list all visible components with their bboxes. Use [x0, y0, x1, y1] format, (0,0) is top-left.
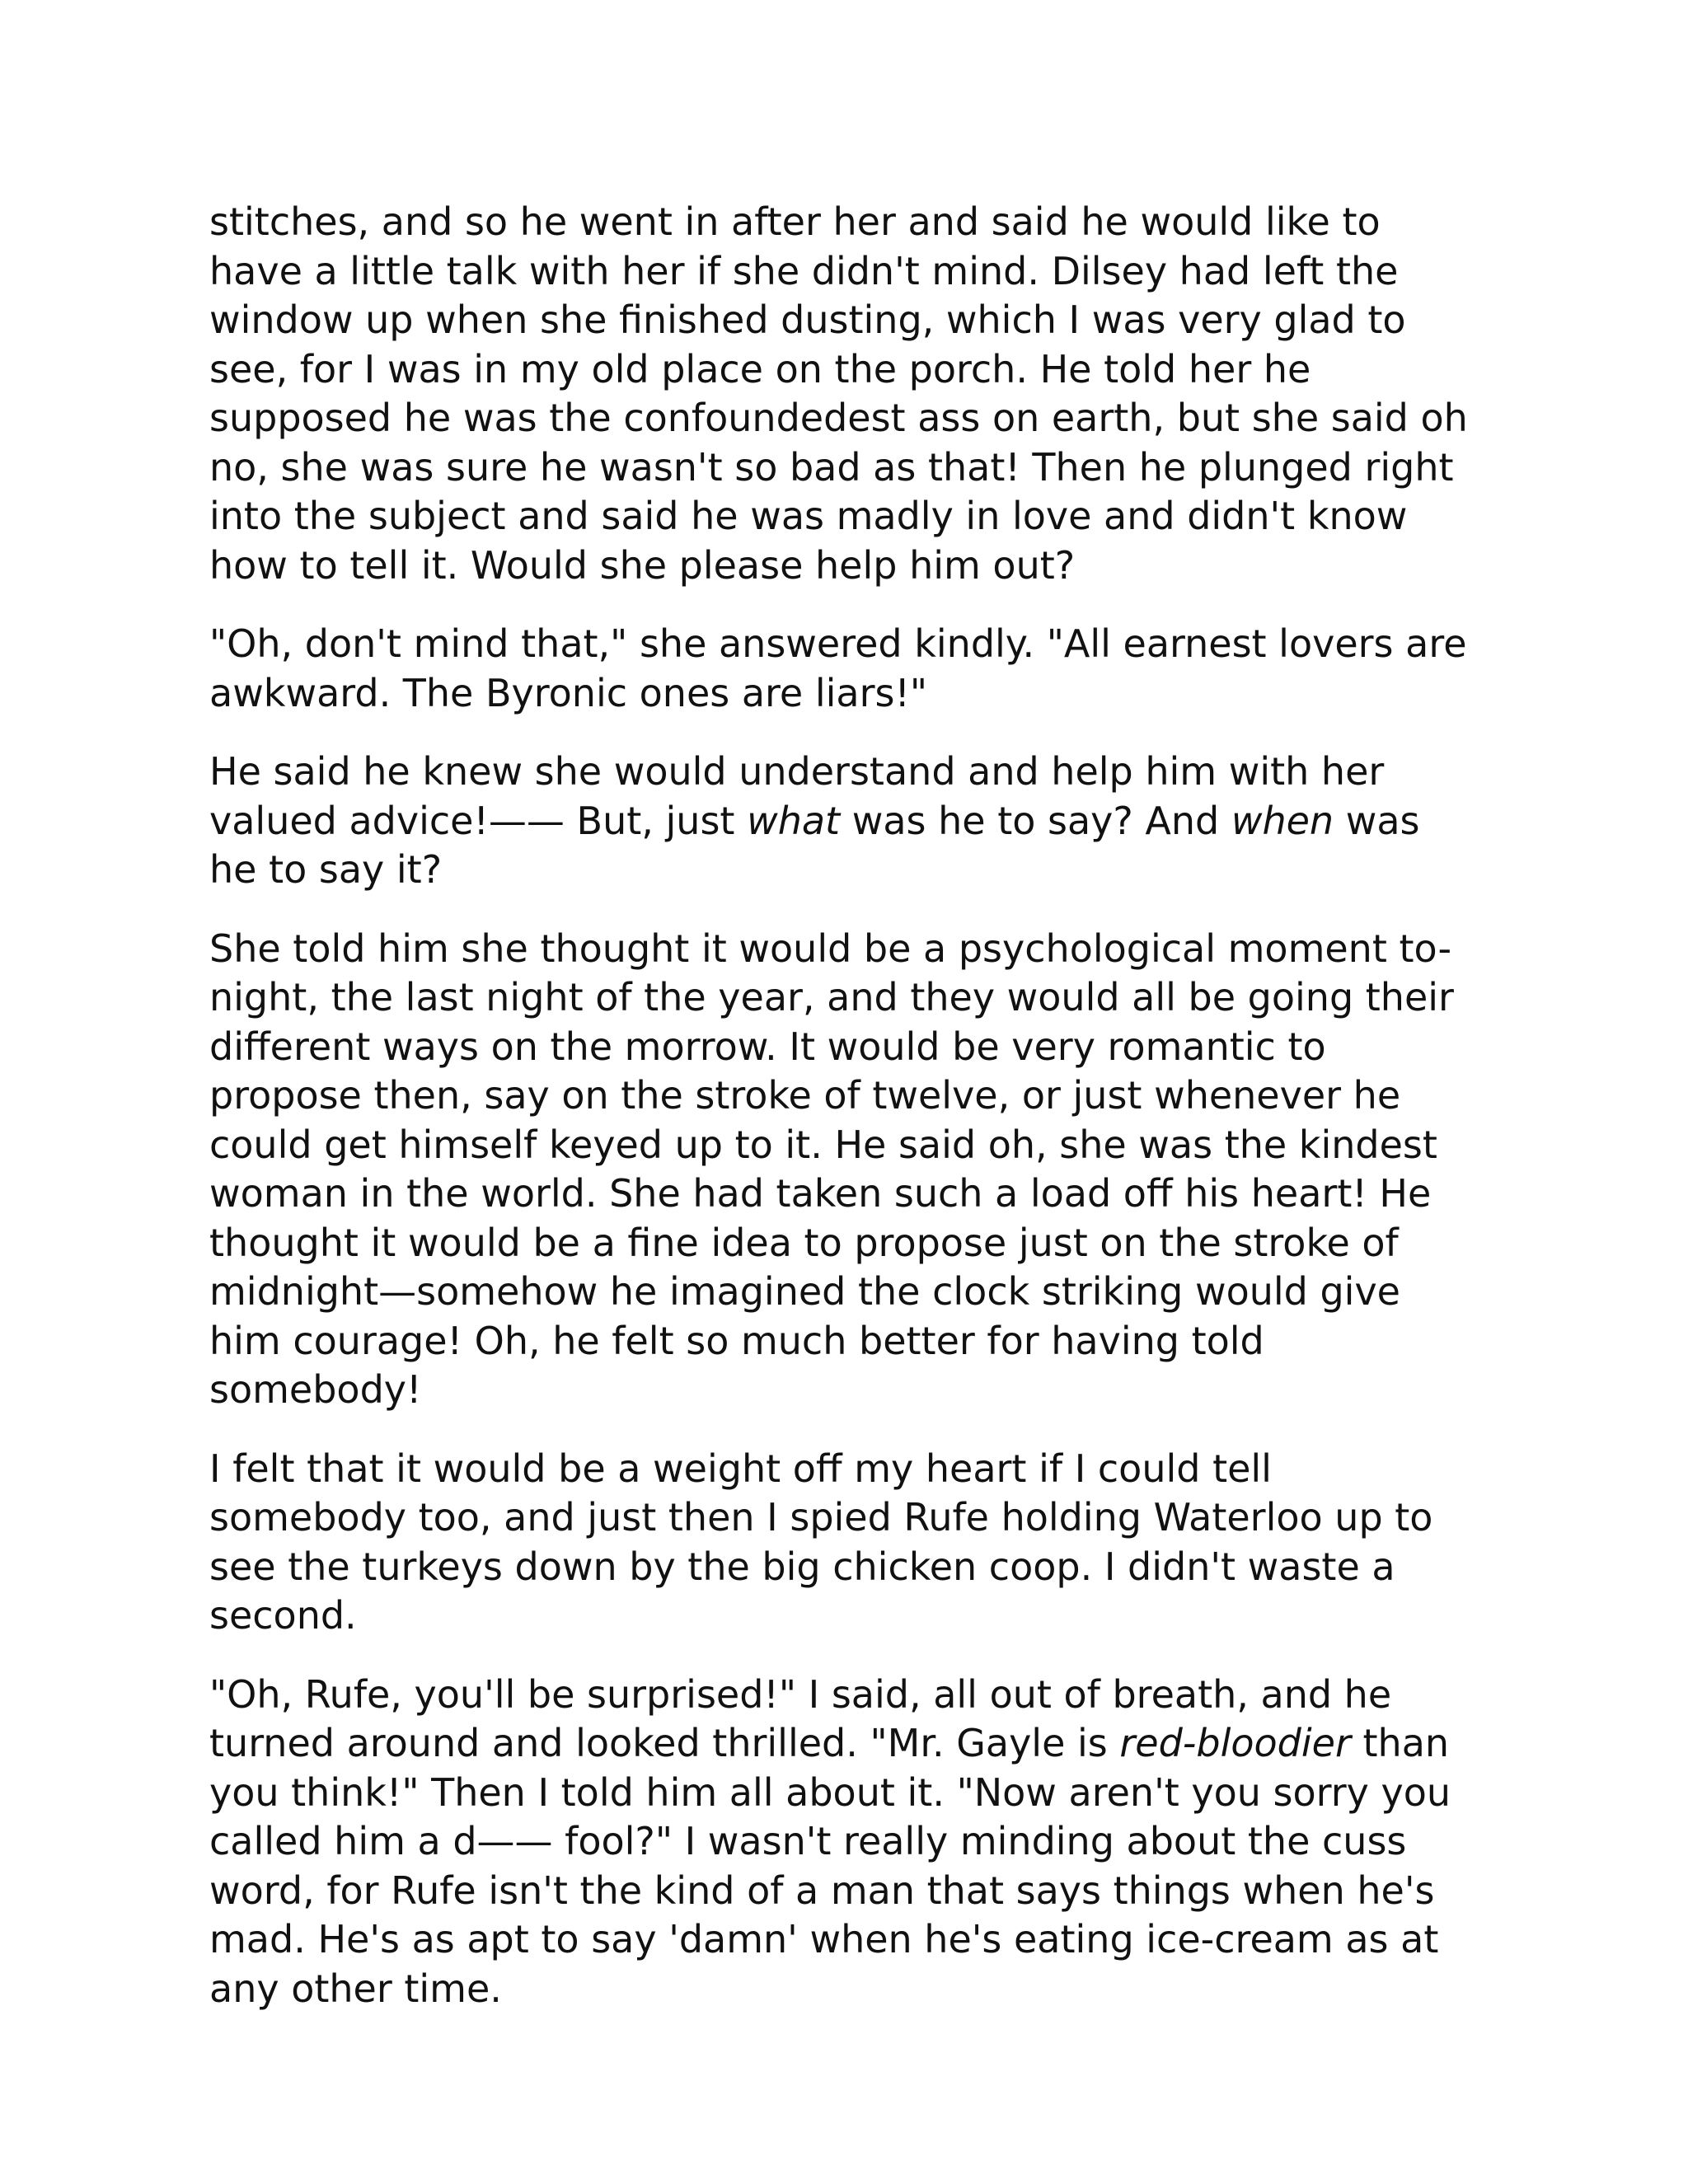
text-segment: "Oh, Rufe, you'll be surprised!" I said, all out of breath, and he turned around and looked thrilled. "Mr. Gayle is	[209, 1671, 1392, 1765]
text-segment: stitches, and so he went in after her and said he would like to have a little talk with her if she didn't mind. Dilsey had left the window up when she finished dusting, which I was very glad to see, for I was in my old place on the porch. He told her he supposed he was the confoundedest ass on earth, but she said oh no, she was sure he wasn't so bad as that! Then he plunged right into the subject and said he was madly in love and didn't know how to tell it. Would she please help him out?	[209, 199, 1468, 588]
text-segment: She told him she thought it would be a psychological moment to-night, the last night of the year, and they would all be going their different ways on the morrow. It would be very romantic to propose then, say on the stroke of twelve, or just whenever he could get himself keyed up to it. He said oh, she was the kindest woman in the world. She had taken such a load off his heart! He thought it would be a fine idea to propose just on the stroke of midnight—somehow he imagined the clock striking would give him courage! Oh, he felt so much better for having told somebody!	[209, 926, 1454, 1412]
paragraph-5	[209, 1445, 1479, 1641]
text-segment: I felt that it would be a weight off my heart if I could tell somebody too, and just then I spied Rufe holding Waterloo up to see the turkeys down by the big chicken coop. I didn't waste a second.	[209, 1446, 1433, 1638]
text-segment: was he to say it?	[209, 798, 1420, 892]
document-page	[209, 198, 1479, 2043]
paragraph-1	[209, 198, 1479, 590]
text-segment: than you think!" Then I told him all about it. "Now aren't you sorry you called him a d—— fool?" I wasn't really minding about the cuss word, for Rufe isn't the kind of a man that says things when he's mad. He's as apt to say 'damn' when he's eating ice-cream as at any other time.	[209, 1721, 1451, 2011]
italic-emphasis: what	[747, 798, 841, 843]
paragraph-6	[209, 1671, 1479, 2014]
paragraph-4	[209, 925, 1479, 1415]
text-segment: "Oh, don't mind that," she answered kindly. "All earnest lovers are awkward. The Byronic ones are liars!"	[209, 621, 1467, 715]
italic-emphasis: when	[1231, 798, 1334, 843]
paragraph-3	[209, 748, 1479, 895]
italic-emphasis: red-bloodier	[1119, 1721, 1351, 1765]
text-segment: He said he knew she would understand and help him with her valued advice!—— But, just	[209, 749, 1385, 843]
text-segment: was he to say? And	[840, 798, 1231, 843]
paragraph-2	[209, 620, 1479, 718]
